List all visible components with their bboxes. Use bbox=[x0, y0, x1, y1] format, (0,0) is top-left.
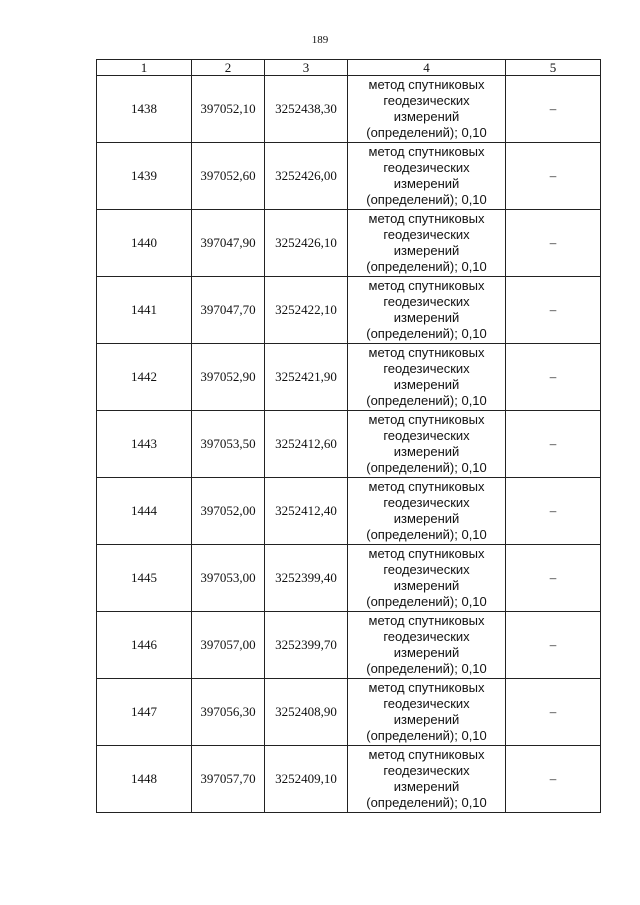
method-cell: метод спутниковых геодезических измерений (определений); 0,10 bbox=[348, 411, 506, 478]
method-cell: метод спутниковых геодезических измерений (определений); 0,10 bbox=[348, 545, 506, 612]
y-coordinate-cell: 3252399,70 bbox=[265, 612, 348, 679]
x-coordinate-cell: 397052,10 bbox=[192, 76, 265, 143]
note-cell: – bbox=[506, 143, 601, 210]
y-coordinate-cell: 3252408,90 bbox=[265, 679, 348, 746]
table-row bbox=[97, 277, 601, 344]
method-cell: метод спутниковых геодезических измерений (определений); 0,10 bbox=[348, 612, 506, 679]
point-number-cell: 1439 bbox=[97, 143, 192, 210]
table-row bbox=[97, 612, 601, 679]
method-cell: метод спутниковых геодезических измерений (определений); 0,10 bbox=[348, 143, 506, 210]
method-cell: метод спутниковых геодезических измерений (определений); 0,10 bbox=[348, 76, 506, 143]
point-number-cell: 1448 bbox=[97, 746, 192, 813]
note-cell: – bbox=[506, 612, 601, 679]
table-row bbox=[97, 76, 601, 143]
point-number-cell: 1446 bbox=[97, 612, 192, 679]
y-coordinate-cell: 3252426,10 bbox=[265, 210, 348, 277]
column-header-2: 2 bbox=[192, 60, 265, 76]
page-number: 189 bbox=[311, 34, 329, 46]
table-row bbox=[97, 746, 601, 813]
table-row bbox=[97, 411, 601, 478]
table-row bbox=[97, 344, 601, 411]
point-number-cell: 1441 bbox=[97, 277, 192, 344]
x-coordinate-cell: 397053,00 bbox=[192, 545, 265, 612]
note-cell: – bbox=[506, 679, 601, 746]
column-header-3: 3 bbox=[265, 60, 348, 76]
column-header-5: 5 bbox=[506, 60, 601, 76]
method-cell: метод спутниковых геодезических измерений (определений); 0,10 bbox=[348, 277, 506, 344]
note-cell: – bbox=[506, 411, 601, 478]
note-cell: – bbox=[506, 76, 601, 143]
x-coordinate-cell: 397056,30 bbox=[192, 679, 265, 746]
x-coordinate-cell: 397053,50 bbox=[192, 411, 265, 478]
table-row bbox=[97, 143, 601, 210]
table-row bbox=[97, 545, 601, 612]
column-header-4: 4 bbox=[348, 60, 506, 76]
y-coordinate-cell: 3252412,40 bbox=[265, 478, 348, 545]
y-coordinate-cell: 3252438,30 bbox=[265, 76, 348, 143]
table-row bbox=[97, 679, 601, 746]
method-cell: метод спутниковых геодезических измерений (определений); 0,10 bbox=[348, 344, 506, 411]
method-cell: метод спутниковых геодезических измерений (определений); 0,10 bbox=[348, 210, 506, 277]
y-coordinate-cell: 3252399,40 bbox=[265, 545, 348, 612]
point-number-cell: 1445 bbox=[97, 545, 192, 612]
point-number-cell: 1447 bbox=[97, 679, 192, 746]
method-cell: метод спутниковых геодезических измерений (определений); 0,10 bbox=[348, 746, 506, 813]
table-row bbox=[97, 478, 601, 545]
point-number-cell: 1438 bbox=[97, 76, 192, 143]
y-coordinate-cell: 3252421,90 bbox=[265, 344, 348, 411]
x-coordinate-cell: 397057,70 bbox=[192, 746, 265, 813]
y-coordinate-cell: 3252426,00 bbox=[265, 143, 348, 210]
y-coordinate-cell: 3252412,60 bbox=[265, 411, 348, 478]
x-coordinate-cell: 397052,60 bbox=[192, 143, 265, 210]
table-row bbox=[97, 210, 601, 277]
point-number-cell: 1444 bbox=[97, 478, 192, 545]
point-number-cell: 1443 bbox=[97, 411, 192, 478]
note-cell: – bbox=[506, 478, 601, 545]
x-coordinate-cell: 397052,00 bbox=[192, 478, 265, 545]
x-coordinate-cell: 397047,90 bbox=[192, 210, 265, 277]
note-cell: – bbox=[506, 746, 601, 813]
x-coordinate-cell: 397047,70 bbox=[192, 277, 265, 344]
method-cell: метод спутниковых геодезических измерений (определений); 0,10 bbox=[348, 478, 506, 545]
x-coordinate-cell: 397057,00 bbox=[192, 612, 265, 679]
point-number-cell: 1440 bbox=[97, 210, 192, 277]
x-coordinate-cell: 397052,90 bbox=[192, 344, 265, 411]
method-cell: метод спутниковых геодезических измерений (определений); 0,10 bbox=[348, 679, 506, 746]
coordinates-table bbox=[96, 59, 601, 813]
y-coordinate-cell: 3252422,10 bbox=[265, 277, 348, 344]
y-coordinate-cell: 3252409,10 bbox=[265, 746, 348, 813]
note-cell: – bbox=[506, 344, 601, 411]
table-header-row bbox=[97, 60, 601, 76]
point-number-cell: 1442 bbox=[97, 344, 192, 411]
column-header-1: 1 bbox=[97, 60, 192, 76]
note-cell: – bbox=[506, 545, 601, 612]
note-cell: – bbox=[506, 210, 601, 277]
note-cell: – bbox=[506, 277, 601, 344]
